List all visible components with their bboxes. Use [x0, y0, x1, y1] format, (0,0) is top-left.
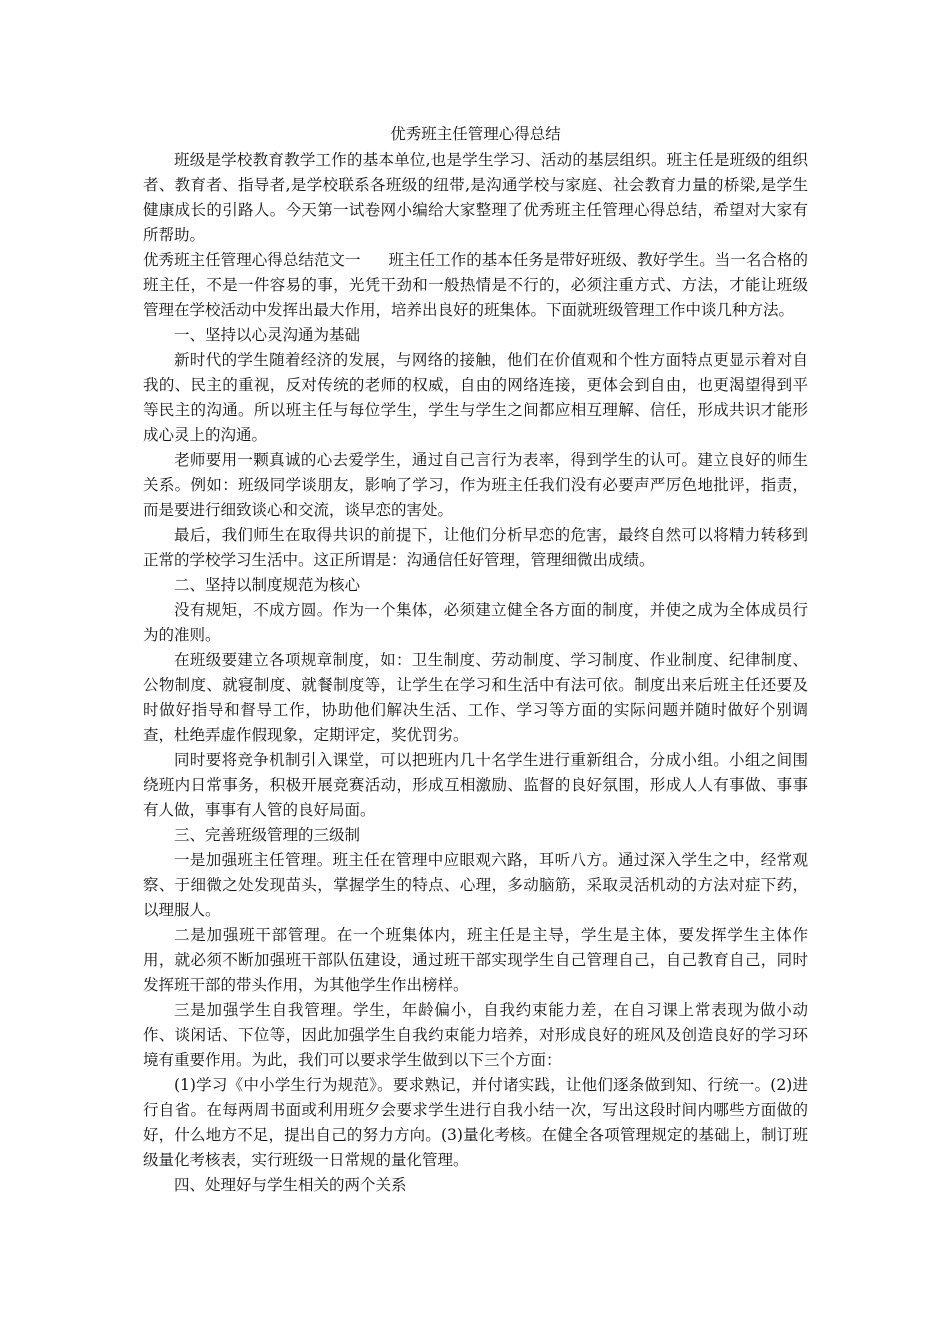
- paragraph-7: 一是加强班主任管理。班主任在管理中应眼观六路，耳听八方。通过深入学生之中，经常观察、于细微之处发现苗头，掌握学生的特点、心理，多动脑筋，采取灵活机动的方法对症下药，以理服人。: [143, 851, 808, 919]
- section-heading-1: 一、坚持以心灵沟通为基础: [174, 326, 361, 344]
- section-heading-3: 三、完善班级管理的三级制: [174, 826, 361, 844]
- section-first-paragraph: [143, 248, 808, 323]
- paragraph-3: 最后，我们师生在取得共识的前提下，让他们分析早恋的危害，最终自然可以将精力转移到正常的学校学习生活中。这正所谓是：沟通信任好管理，管理细微出成绩。: [143, 526, 808, 569]
- paragraph-10: (1)学习《中小学生行为规范》。要求熟记，并付诸实践，让他们逐条做到知、行统一。(2)进行自省。在每两周书面或利用班夕会要求学生进行自我小结一次，写出这段时间内哪些方面做的好，什么地方不足，提出自己的努力方向。(3)量化考核。在健全各项管理规定的基础上，制订班级量化考核表，实行班级一日常规的量化管理。: [143, 1076, 808, 1169]
- paragraph-1: 新时代的学生随着经济的发展，与网络的接触，他们在价值观和个性方面特点更显示着对自我的、民主的重视，反对传统的老师的权威，自由的网络连接，更体会到自由，也更渴望得到平等民主的沟通。所以班主任与每位学生，学生与学生之间都应相互理解、信任，形成共识才能形成心灵上的沟通。: [143, 351, 808, 444]
- paragraph-6: 同时要将竞争机制引入课堂，可以把班内几十名学生进行重新组合，分成小组。小组之间围绕班内日常事务，积极开展竞赛活动，形成互相激励、监督的良好氛围，形成人人有事做、事事有人做，事事有人管的良好局面。: [143, 751, 808, 819]
- paragraph-2: 老师要用一颗真诚的心去爱学生，通过自己言行为表率，得到学生的认可。建立良好的师生关系。例如：班级同学谈朋友，影响了学习，作为班主任我们没有必要声严厉色地批评，指责，而是要进行细致谈心和交流，谈早恋的害处。: [143, 451, 808, 519]
- section-label: 优秀班主任管理心得总结范文一: [143, 251, 361, 269]
- paragraph-4: 没有规矩，不成方圆。作为一个集体，必须建立健全各方面的制度，并使之成为全体成员行为的准则。: [143, 601, 808, 644]
- section-heading-2: 二、坚持以制度规范为核心: [174, 576, 361, 594]
- intro-paragraph: 班级是学校教育教学工作的基本单位,也是学生学习、活动的基层组织。班主任是班级的组织者、教育者、指导者,是学校联系各班级的纽带,是沟通学校与家庭、社会教育力量的桥梁,是学生健康成长的引路人。今天第一试卷网小编给大家整理了优秀班主任管理心得总结，希望对大家有所帮助。: [143, 151, 808, 244]
- section-lead-text: 班主任工作的基本任务是带好班级、教好学生。当一名合格的班主任，不是一件容易的事，光凭干劲和一般热情是不行的，必须注重方式、方法，才能让班级管理在学校活动中发挥出最大作用，培养出良好的班集体。下面就班级管理工作中谈几种方法。: [143, 251, 808, 319]
- section-heading-4: 四、处理好与学生相关的两个关系: [174, 1176, 407, 1194]
- paragraph-5: 在班级要建立各项规章制度，如：卫生制度、劳动制度、学习制度、作业制度、纪律制度、公物制度、就寝制度、就餐制度等，让学生在学习和生活中有法可依。制度出来后班主任还要及时做好指导和督导工作，协助他们解决生活、工作、学习等方面的实际问题并随时做好个别调查，杜绝弄虚作假现象，定期评定，奖优罚劣。: [143, 651, 808, 744]
- document-page: [143, 122, 808, 1198]
- paragraph-9: 三是加强学生自我管理。学生，年龄偏小，自我约束能力差，在自习课上常表现为做小动作、谈闲话、下位等，因此加强学生自我约束能力培养，对形成良好的班风及创造良好的学习环境有重要作用。为此，我们可以要求学生做到以下三个方面：: [143, 1001, 808, 1069]
- paragraph-8: 二是加强班干部管理。在一个班集体内，班主任是主导，学生是主体，要发挥学生主体作用，就必须不断加强班干部队伍建设，通过班干部实现学生自己管理自己，自己教育自己，同时发挥班干部的带头作用，为其他学生作出榜样。: [143, 926, 808, 994]
- document-title: 优秀班主任管理心得总结: [390, 125, 561, 143]
